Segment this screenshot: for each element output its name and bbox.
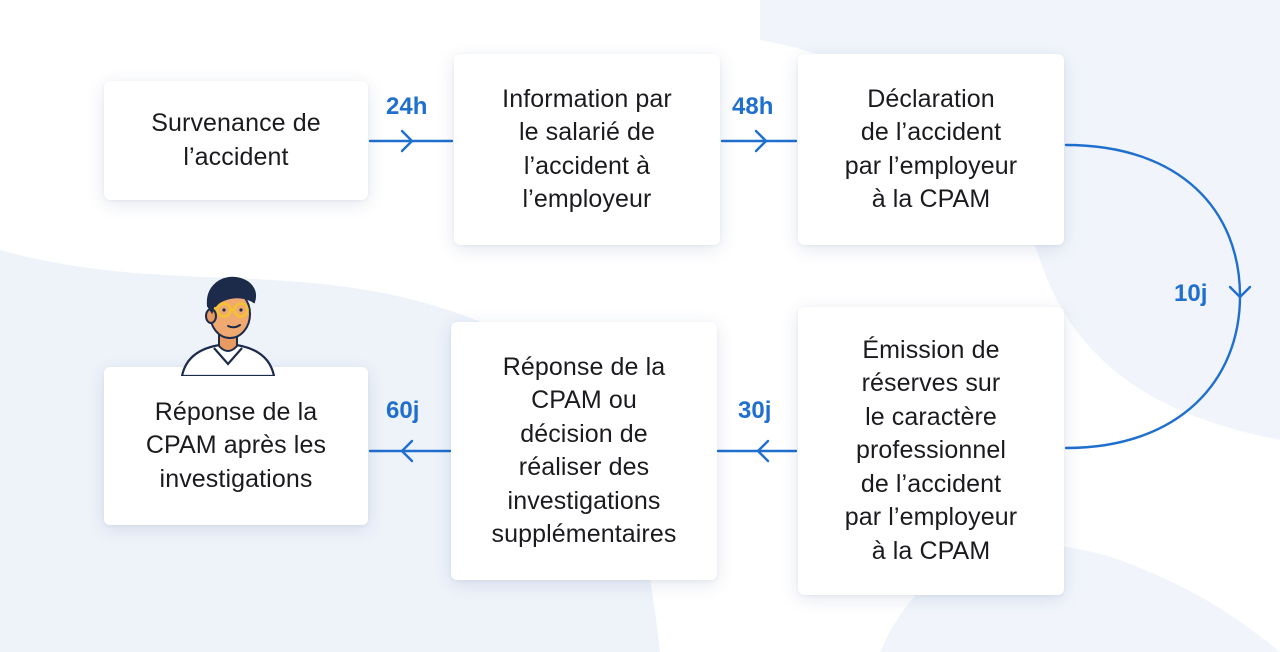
step-box-reserves — [798, 307, 1064, 595]
step-text: Émission de réserves sur le caractère professionnel de l’accident par l’employeur à la CPAM — [844, 335, 1018, 565]
step-box-cpam-response — [451, 322, 717, 580]
person-avatar-icon — [178, 272, 278, 376]
step-text: Réponse de la CPAM après les investigations — [145, 397, 327, 493]
step-box-accident — [104, 81, 368, 200]
step-box-declaration — [798, 54, 1064, 245]
step-text: Réponse de la CPAM ou décision de réaliser des investigations supplémentaires — [491, 352, 677, 548]
step-text: Déclaration de l’accident par l’employeur à la CPAM — [844, 84, 1018, 213]
step-text: Survenance de l’accident — [151, 109, 321, 171]
delay-label-60j: 60j — [386, 397, 420, 424]
delay-label-48h: 48h — [732, 93, 774, 120]
step-box-information — [454, 54, 720, 245]
step-box-final-response — [104, 367, 368, 525]
delay-label-24h: 24h — [386, 93, 428, 120]
step-text: Information par le salarié de l’accident à l’employeur — [502, 84, 672, 213]
connector-curve-3 — [1066, 145, 1240, 448]
delay-label-10j: 10j — [1174, 280, 1208, 307]
delay-label-30j: 30j — [738, 397, 772, 424]
